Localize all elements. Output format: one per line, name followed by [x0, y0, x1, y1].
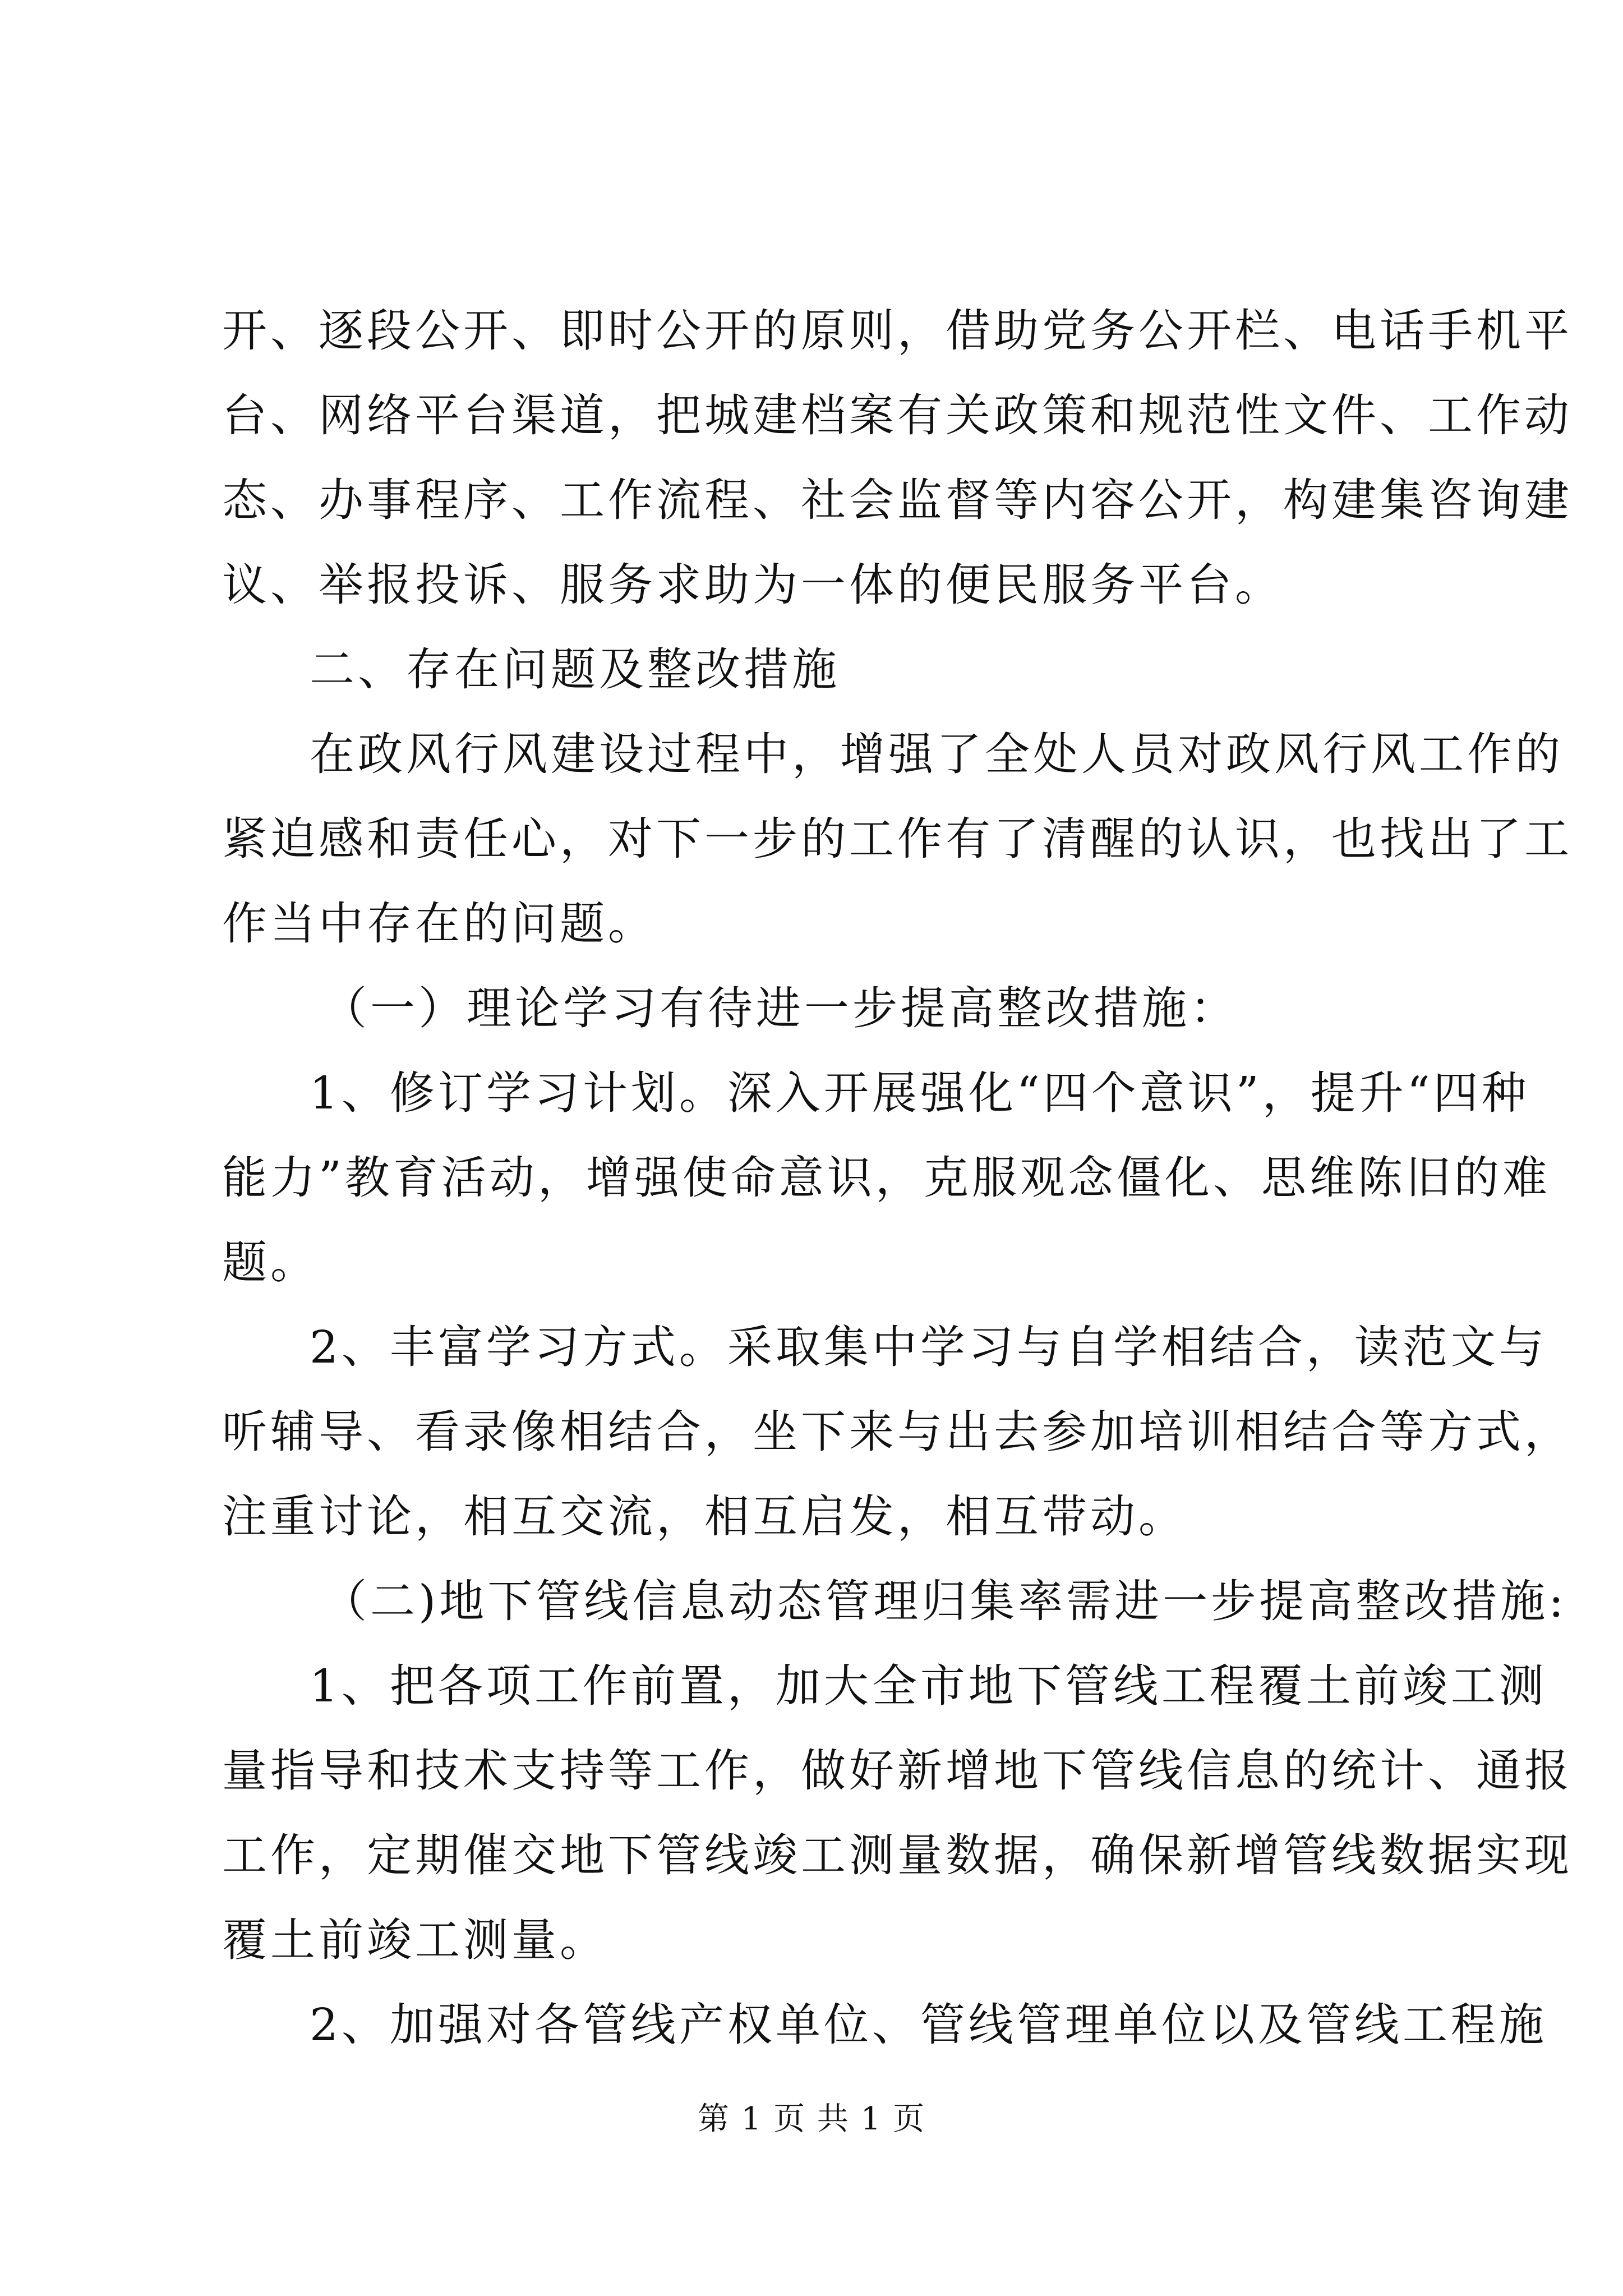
paragraph-line: 态、办事程序、工作流程、社会监督等内容公开，构建集咨询建 — [222, 474, 1573, 526]
paragraph-line: 听辅导、看录像相结合，坐下来与出去参加培训相结合等方式， — [222, 1406, 1573, 1458]
paragraph-line: 1、把各项工作前置，加大全市地下管线工程覆土前竣工测 — [310, 1660, 1547, 1712]
page-footer: 第 1 页 共 1 页 — [697, 2101, 926, 2137]
paragraph-line: 议、举报投诉、服务求助为一体的便民服务平台。 — [222, 559, 1283, 611]
paragraph-line: 开、逐段公开、即时公开的原则，借助党务公开栏、电话手机平 — [222, 305, 1573, 357]
subsection-heading: （一）理论学习有待进一步提高整改措施： — [322, 982, 1238, 1034]
paragraph-line: 紧迫感和责任心，对下一步的工作有了清醒的认识，也找出了工 — [222, 813, 1573, 865]
paragraph-line: 量指导和技术支持等工作，做好新增地下管线信息的统计、通报 — [222, 1745, 1573, 1797]
paragraph-line: 题。 — [222, 1236, 319, 1289]
paragraph-line: 1、修订学习计划。深入开展强化“四个意识”，提升“四种 — [310, 1067, 1530, 1119]
paragraph-line: 覆土前竣工测量。 — [222, 1914, 608, 1966]
paragraph-line: 2、加强对各管线产权单位、管线管理单位以及管线工程施 — [310, 1999, 1547, 2051]
paragraph-line: 在政风行风建设过程中，增强了全处人员对政风行风工作的 — [310, 728, 1564, 780]
section-heading: 二、存在问题及整改措施 — [310, 643, 840, 696]
paragraph-line: 注重讨论，相互交流，相互启发，相互带动。 — [222, 1490, 1187, 1543]
paragraph-line: 工作，定期催交地下管线竣工测量数据，确保新增管线数据实现 — [222, 1829, 1573, 1881]
paragraph-line: 2、丰富学习方式。采取集中学习与自学相结合，读范文与 — [310, 1321, 1547, 1373]
paragraph-line: 作当中存在的问题。 — [222, 898, 656, 950]
subsection-heading: （二)地下管线信息动态管理归集率需进一步提高整改措施: — [322, 1575, 1567, 1627]
paragraph-line: 台、网络平台渠道，把城建档案有关政策和规范性文件、工作动 — [222, 389, 1573, 441]
paragraph-line: 能力”教育活动，增强使命意识，克服观念僵化、思维陈旧的难 — [222, 1152, 1551, 1204]
